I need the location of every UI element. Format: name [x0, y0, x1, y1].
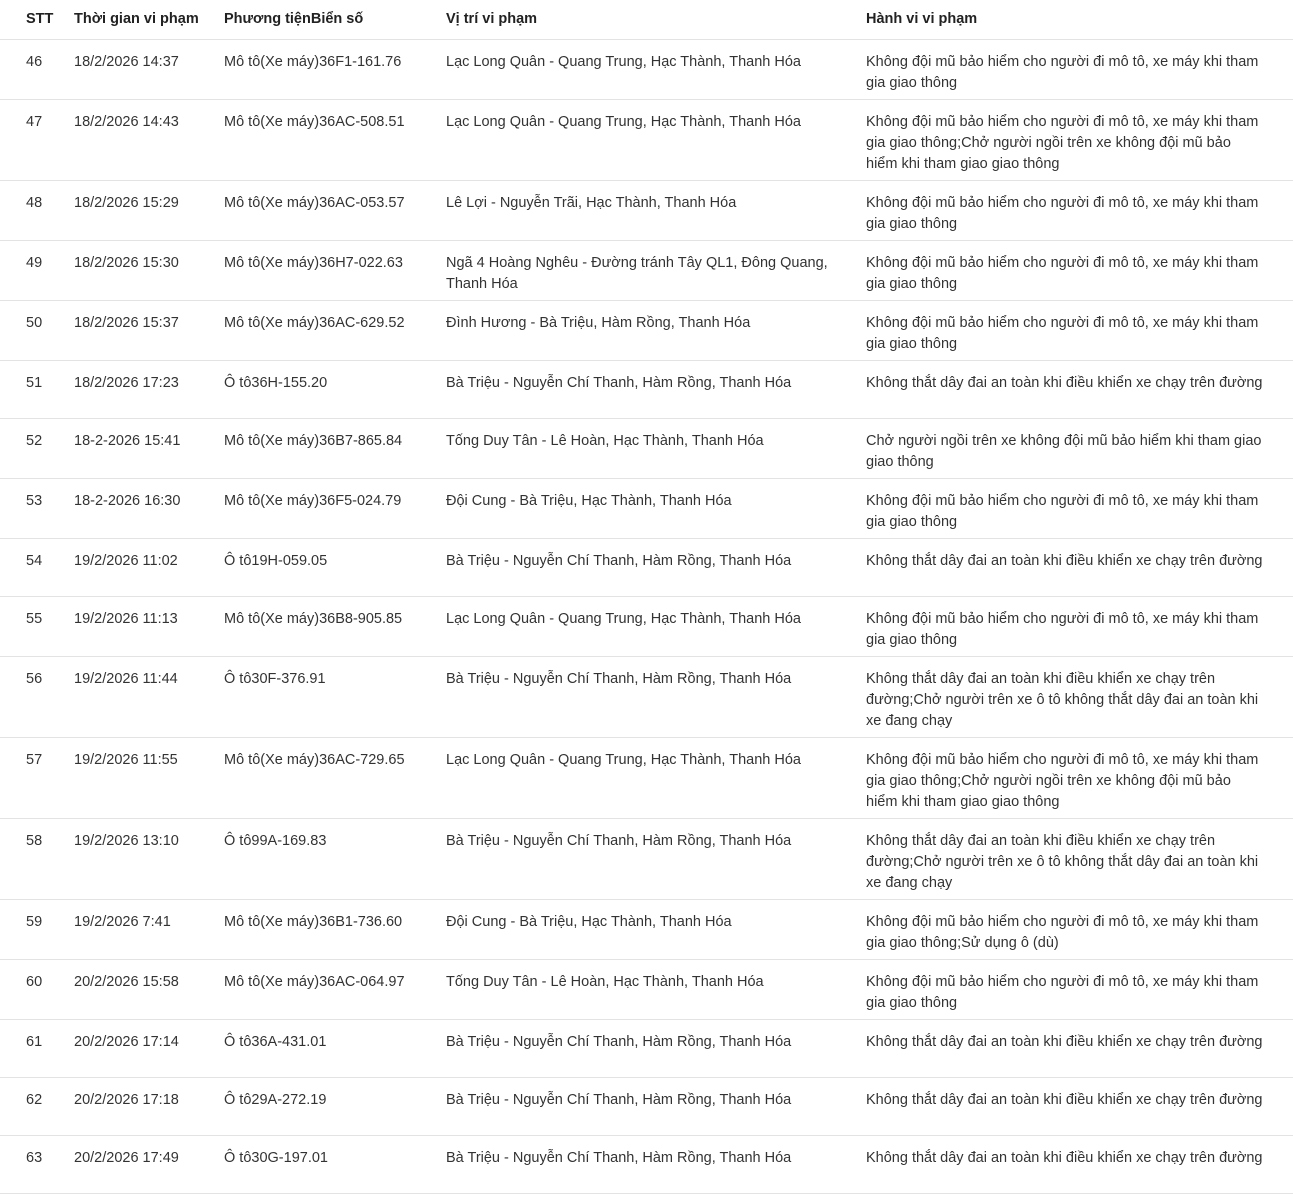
- cell-vehicle: Ô tô36A-431.01: [214, 1020, 436, 1078]
- cell-stt: 51: [0, 361, 64, 419]
- header-violation: Hành vi vi phạm: [856, 0, 1293, 40]
- cell-violation: Không thắt dây đai an toàn khi điều khiển xe chạy trên đường: [856, 539, 1293, 597]
- cell-location: Bà Triệu - Nguyễn Chí Thanh, Hàm Rồng, Thanh Hóa: [436, 1078, 856, 1136]
- cell-time: 19/2/2026 11:02: [64, 539, 214, 597]
- cell-stt: 52: [0, 419, 64, 479]
- table-row: [0, 419, 1293, 479]
- table-row: [0, 479, 1293, 539]
- cell-time: 18-2-2026 15:41: [64, 419, 214, 479]
- table-row: [0, 819, 1293, 900]
- cell-stt: 58: [0, 819, 64, 900]
- table-row: [0, 40, 1293, 100]
- cell-location: Bà Triệu - Nguyễn Chí Thanh, Hàm Rồng, Thanh Hóa: [436, 361, 856, 419]
- table-row: [0, 539, 1293, 597]
- cell-violation: Không thắt dây đai an toàn khi điều khiển xe chạy trên đường: [856, 1078, 1293, 1136]
- cell-location: Đội Cung - Bà Triệu, Hạc Thành, Thanh Hóa: [436, 479, 856, 539]
- cell-violation: Không thắt dây đai an toàn khi điều khiển xe chạy trên đường: [856, 1020, 1293, 1078]
- table-row: [0, 361, 1293, 419]
- cell-violation: Không đội mũ bảo hiểm cho người đi mô tô, xe máy khi tham gia giao thông;Sử dụng ô (dù): [856, 900, 1293, 960]
- cell-time: 18/2/2026 15:37: [64, 301, 214, 361]
- cell-location: Lạc Long Quân - Quang Trung, Hạc Thành, Thanh Hóa: [436, 40, 856, 100]
- cell-time: 20/2/2026 17:49: [64, 1136, 214, 1194]
- cell-stt: 61: [0, 1020, 64, 1078]
- table-row: [0, 1078, 1293, 1136]
- header-time: Thời gian vi phạm: [64, 0, 214, 40]
- header-row: [0, 0, 1293, 40]
- cell-vehicle: Mô tô(Xe máy)36AC-729.65: [214, 738, 436, 819]
- table-row: [0, 597, 1293, 657]
- cell-time: 18/2/2026 17:23: [64, 361, 214, 419]
- table-row: [0, 657, 1293, 738]
- header-location: Vị trí vi phạm: [436, 0, 856, 40]
- cell-violation: Không đội mũ bảo hiểm cho người đi mô tô, xe máy khi tham gia giao thông: [856, 479, 1293, 539]
- cell-stt: 49: [0, 241, 64, 301]
- cell-time: 18/2/2026 15:30: [64, 241, 214, 301]
- cell-vehicle: Mô tô(Xe máy)36F1-161.76: [214, 40, 436, 100]
- cell-location: Lạc Long Quân - Quang Trung, Hạc Thành, Thanh Hóa: [436, 100, 856, 181]
- cell-stt: 47: [0, 100, 64, 181]
- cell-stt: 54: [0, 539, 64, 597]
- cell-stt: 57: [0, 738, 64, 819]
- cell-vehicle: Mô tô(Xe máy)36B7-865.84: [214, 419, 436, 479]
- cell-time: 20/2/2026 17:14: [64, 1020, 214, 1078]
- table-body: [0, 40, 1293, 1194]
- cell-vehicle: Ô tô30G-197.01: [214, 1136, 436, 1194]
- cell-time: 18/2/2026 14:43: [64, 100, 214, 181]
- cell-location: Lê Lợi - Nguyễn Trãi, Hạc Thành, Thanh Hóa: [436, 181, 856, 241]
- cell-vehicle: Ô tô29A-272.19: [214, 1078, 436, 1136]
- cell-stt: 48: [0, 181, 64, 241]
- cell-vehicle: Mô tô(Xe máy)36B8-905.85: [214, 597, 436, 657]
- cell-location: Bà Triệu - Nguyễn Chí Thanh, Hàm Rồng, Thanh Hóa: [436, 819, 856, 900]
- cell-violation: Không đội mũ bảo hiểm cho người đi mô tô, xe máy khi tham gia giao thông: [856, 301, 1293, 361]
- cell-vehicle: Ô tô19H-059.05: [214, 539, 436, 597]
- cell-time: 18-2-2026 16:30: [64, 479, 214, 539]
- cell-violation: Không thắt dây đai an toàn khi điều khiển xe chạy trên đường: [856, 361, 1293, 419]
- cell-violation: Không đội mũ bảo hiểm cho người đi mô tô, xe máy khi tham gia giao thông;Chở người ngồi trên xe không đội mũ bảo hiểm khi tham giao giao thông: [856, 738, 1293, 819]
- cell-location: Lạc Long Quân - Quang Trung, Hạc Thành, Thanh Hóa: [436, 738, 856, 819]
- cell-location: Bà Triệu - Nguyễn Chí Thanh, Hàm Rồng, Thanh Hóa: [436, 657, 856, 738]
- cell-violation: Không thắt dây đai an toàn khi điều khiển xe chạy trên đường: [856, 1136, 1293, 1194]
- cell-stt: 53: [0, 479, 64, 539]
- cell-violation: Không đội mũ bảo hiểm cho người đi mô tô, xe máy khi tham gia giao thông: [856, 40, 1293, 100]
- cell-violation: Không đội mũ bảo hiểm cho người đi mô tô, xe máy khi tham gia giao thông: [856, 960, 1293, 1020]
- cell-stt: 56: [0, 657, 64, 738]
- cell-time: 18/2/2026 15:29: [64, 181, 214, 241]
- cell-violation: Chở người ngồi trên xe không đội mũ bảo hiểm khi tham giao giao thông: [856, 419, 1293, 479]
- cell-vehicle: Mô tô(Xe máy)36AC-629.52: [214, 301, 436, 361]
- cell-stt: 63: [0, 1136, 64, 1194]
- cell-time: 20/2/2026 17:18: [64, 1078, 214, 1136]
- cell-location: Ngã 4 Hoàng Nghêu - Đường tránh Tây QL1, Đông Quang, Thanh Hóa: [436, 241, 856, 301]
- cell-stt: 55: [0, 597, 64, 657]
- cell-violation: Không thắt dây đai an toàn khi điều khiển xe chạy trên đường;Chở người trên xe ô tô không thắt dây đai an toàn khi xe đang chạy: [856, 819, 1293, 900]
- table-row: [0, 738, 1293, 819]
- cell-vehicle: Mô tô(Xe máy)36AC-508.51: [214, 100, 436, 181]
- cell-violation: Không đội mũ bảo hiểm cho người đi mô tô, xe máy khi tham gia giao thông: [856, 181, 1293, 241]
- cell-vehicle: Mô tô(Xe máy)36AC-064.97: [214, 960, 436, 1020]
- cell-vehicle: Mô tô(Xe máy)36F5-024.79: [214, 479, 436, 539]
- header-vehicle: Phương tiệnBiển số: [214, 0, 436, 40]
- table-row: [0, 900, 1293, 960]
- cell-time: 20/2/2026 15:58: [64, 960, 214, 1020]
- cell-location: Bà Triệu - Nguyễn Chí Thanh, Hàm Rồng, Thanh Hóa: [436, 1020, 856, 1078]
- header-stt: STT: [0, 0, 64, 40]
- table-header: [0, 0, 1293, 40]
- cell-violation: Không thắt dây đai an toàn khi điều khiển xe chạy trên đường;Chở người trên xe ô tô không thắt dây đai an toàn khi xe đang chạy: [856, 657, 1293, 738]
- cell-location: Bà Triệu - Nguyễn Chí Thanh, Hàm Rồng, Thanh Hóa: [436, 539, 856, 597]
- cell-location: Đình Hương - Bà Triệu, Hàm Rồng, Thanh Hóa: [436, 301, 856, 361]
- cell-vehicle: Mô tô(Xe máy)36AC-053.57: [214, 181, 436, 241]
- cell-stt: 59: [0, 900, 64, 960]
- cell-time: 18/2/2026 14:37: [64, 40, 214, 100]
- table-row: [0, 241, 1293, 301]
- table-row: [0, 181, 1293, 241]
- cell-time: 19/2/2026 13:10: [64, 819, 214, 900]
- cell-vehicle: Mô tô(Xe máy)36H7-022.63: [214, 241, 436, 301]
- cell-violation: Không đội mũ bảo hiểm cho người đi mô tô, xe máy khi tham gia giao thông: [856, 241, 1293, 301]
- cell-time: 19/2/2026 11:44: [64, 657, 214, 738]
- cell-stt: 50: [0, 301, 64, 361]
- cell-location: Lạc Long Quân - Quang Trung, Hạc Thành, Thanh Hóa: [436, 597, 856, 657]
- table-row: [0, 1136, 1293, 1194]
- cell-time: 19/2/2026 11:55: [64, 738, 214, 819]
- table-row: [0, 1020, 1293, 1078]
- table-row: [0, 100, 1293, 181]
- cell-location: Tống Duy Tân - Lê Hoàn, Hạc Thành, Thanh Hóa: [436, 419, 856, 479]
- cell-violation: Không đội mũ bảo hiểm cho người đi mô tô, xe máy khi tham gia giao thông: [856, 597, 1293, 657]
- cell-stt: 46: [0, 40, 64, 100]
- cell-stt: 62: [0, 1078, 64, 1136]
- cell-location: Đội Cung - Bà Triệu, Hạc Thành, Thanh Hóa: [436, 900, 856, 960]
- cell-vehicle: Ô tô99A-169.83: [214, 819, 436, 900]
- cell-vehicle: Mô tô(Xe máy)36B1-736.60: [214, 900, 436, 960]
- cell-vehicle: Ô tô36H-155.20: [214, 361, 436, 419]
- cell-violation: Không đội mũ bảo hiểm cho người đi mô tô, xe máy khi tham gia giao thông;Chở người ngồi trên xe không đội mũ bảo hiểm khi tham giao giao thông: [856, 100, 1293, 181]
- cell-location: Tống Duy Tân - Lê Hoàn, Hạc Thành, Thanh Hóa: [436, 960, 856, 1020]
- cell-time: 19/2/2026 7:41: [64, 900, 214, 960]
- cell-time: 19/2/2026 11:13: [64, 597, 214, 657]
- cell-stt: 60: [0, 960, 64, 1020]
- cell-location: Bà Triệu - Nguyễn Chí Thanh, Hàm Rồng, Thanh Hóa: [436, 1136, 856, 1194]
- cell-vehicle: Ô tô30F-376.91: [214, 657, 436, 738]
- table-row: [0, 960, 1293, 1020]
- table-row: [0, 301, 1293, 361]
